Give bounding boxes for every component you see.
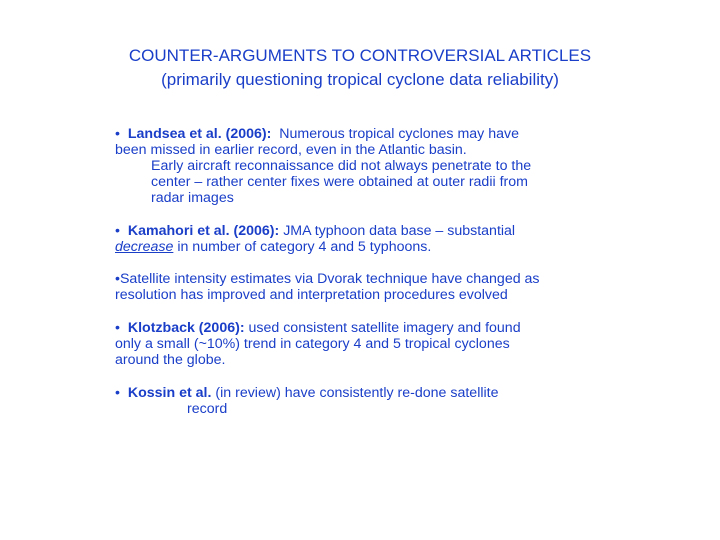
title-line-2: (primarily questioning tropical cyclone data reliability) [161,70,559,89]
bullet: • [115,320,120,336]
paragraph-text: in number of category 4 and 5 typhoons. [177,239,432,255]
paragraph-text: resolution has improved and interpretation procedures evolved [115,287,508,303]
paragraph-line [115,320,615,336]
paragraph-text: record [187,401,228,417]
paragraph-text: around the globe. [115,352,226,368]
paragraph-landsea [115,126,615,206]
slide-body [115,126,615,434]
paragraph-text: •Satellite intensity estimates via Dvorak technique have changed as [115,271,540,287]
paragraph-text: (in review) have consistently re-done satellite [215,385,499,401]
paragraph-kossin [115,385,615,417]
author-citation: Landsea et al. (2006): [127,126,272,142]
bullet: • [115,385,120,401]
paragraph-line [115,385,615,401]
slide-title [0,44,720,92]
sub-text: center – rather center fixes were obtained at outer radii from [151,174,528,190]
emphasized-word: decrease [115,239,174,255]
paragraph-kamahori [115,223,615,255]
paragraph-text: JMA typhoon data base – substantial [283,223,516,239]
bullet: • [115,223,120,239]
paragraph-dvorak [115,271,615,303]
paragraph-klotzback [115,320,615,368]
paragraph-text: used consistent satellite imagery and found [248,320,521,336]
bullet: • [115,126,120,142]
paragraph-text: Numerous tropical cyclones may have [279,126,519,142]
paragraph-line [115,126,615,142]
paragraph-line [115,239,615,255]
author-citation: Klotzback (2006): [127,320,245,336]
title-line-1: COUNTER-ARGUMENTS TO CONTROVERSIAL ARTICLES [128,46,592,65]
author-citation: Kossin et al. [127,385,212,401]
paragraph-line [115,223,615,239]
paragraph-text: only a small (~10%) trend in category 4 and 5 tropical cyclones [115,336,510,352]
sub-text: Early aircraft reconnaissance did not always penetrate to the [151,158,532,174]
paragraph-text: been missed in earlier record, even in the Atlantic basin. [115,142,467,158]
author-citation: Kamahori et al. (2006): [127,223,280,239]
sub-text: radar images [151,190,234,206]
